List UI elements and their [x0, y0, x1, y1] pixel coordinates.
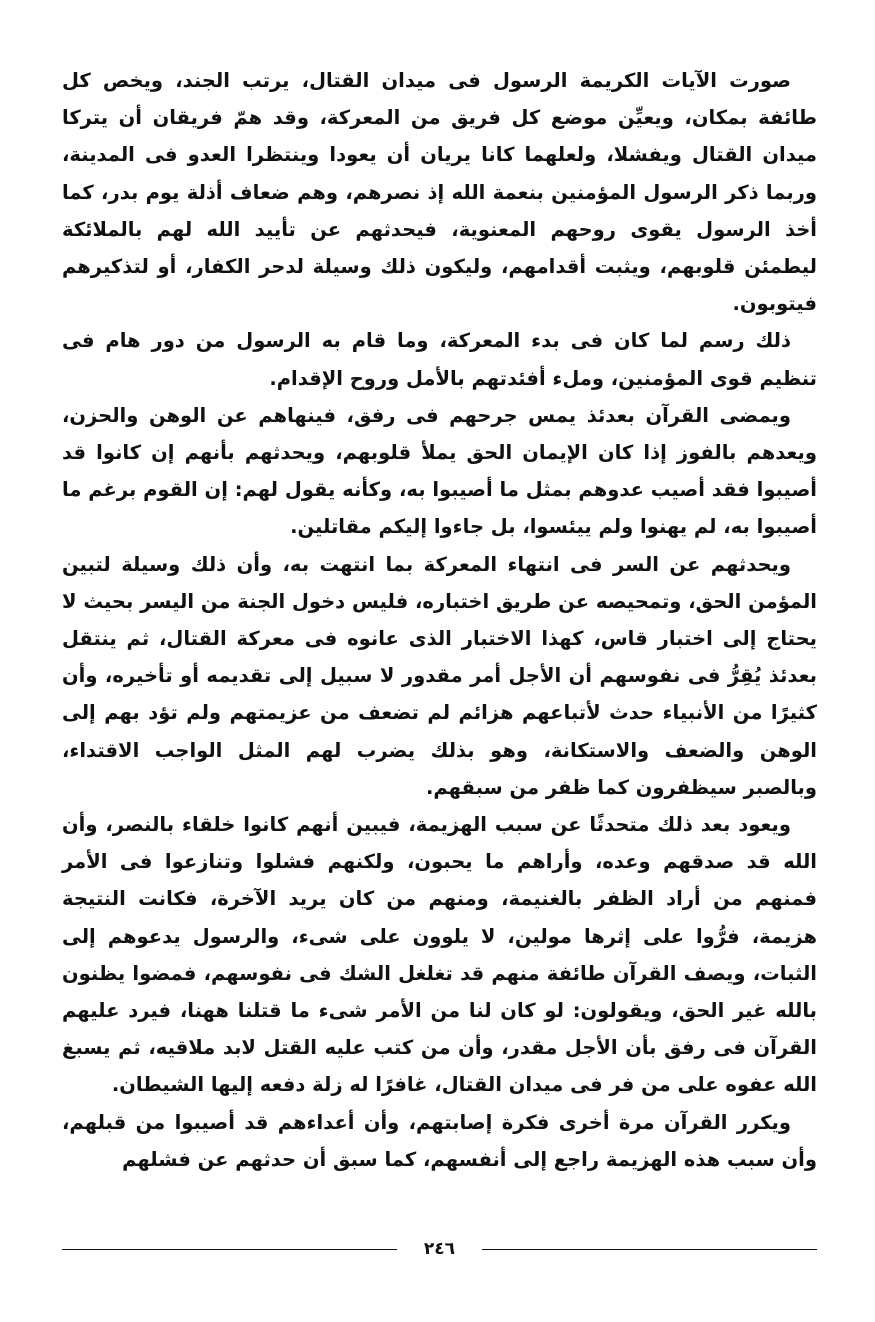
- footer-rule-left: [62, 1249, 397, 1250]
- paragraph-4: ويحدثهم عن السر فى انتهاء المعركة بما انتهت به، وأن ذلك وسيلة لتبين المؤمن الحق، وتمحيصه عن طريق اختباره، فليس دخول الجنة من اليسر بحيث لا يحتاج إلى اختبار قاس، كهذا الاختبار الذى عانوه فى معركة القتال، ثم ينتقل بعدئذ يُقِرُّ فى نفوسهم أن الأجل أمر مقدور لا سبيل إلى تقديمه أو تأخيره، وأن كثيرًا من الأنبياء حدث لأتباعهم هزائم لم تضعف من عزيمتهم ولم تؤد بهم إلى الوهن والضعف والاستكانة، وهو بذلك يضرب لهم المثل الواجب الاقتداء، وبالصبر سيظفرون كما ظفر من سبقهم.: [62, 552, 817, 799]
- page-number: ٢٤٦: [423, 1239, 456, 1259]
- paragraph-2: ذلك رسم لما كان فى بدء المعركة، وما قام به الرسول من دور هام فى تنظيم قوى المؤمنين، وملء أفئدتهم بالأمل وروح الإقدام.: [62, 329, 817, 390]
- footer-rule-right: [482, 1249, 817, 1250]
- paragraph-1: صورت الآيات الكريمة الرسول فى ميدان القتال، يرتب الجند، ويخص كل طائفة بمكان، ويعيِّن موضع كل فريق من المعركة، وقد همّ فريقان أن يتركا ميدان القتال ويفشلا، ولعلهما كانا يريان أن يعودا وينتظرا العدو فى المدينة، وربما ذكر الرسول المؤمنين بنعمة الله إذ نصرهم، وهم ضعاف أذلة يوم بدر، كما أخذ الرسول يقوى روحهم المعنوية، فيحدثهم عن تأييد الله لهم بالملائكة ليطمئن قلوبهم، ويثبت أقدامهم، وليكون ذلك وسيلة لدحر الكفار، أو لتذكيرهم فيتوبون.: [62, 69, 817, 316]
- paragraph-6: ويكرر القرآن مرة أخرى فكرة إصابتهم، وأن أعداءهم قد أصيبوا من قبلهم، وأن سبب هذه الهزيمة راجع إلى أنفسهم، كما سبق أن حدثهم عن فشلهم: [62, 1110, 817, 1171]
- body-text: [62, 62, 817, 1178]
- paragraph-3: ويمضى القرآن بعدئذ يمس جرحهم فى رفق، فينهاهم عن الوهن والحزن، ويعدهم بالفوز إذا كان الإيمان الحق يملأ قلوبهم، ويحدثهم بأنهم إن كانوا قد أصيبوا فقد أصيب عدوهم بمثل ما أصيبوا به، وكأنه يقول لهم: إن القوم برغم ما أصيبوا به، لم يهنوا ولم ييئسوا، بل جاءوا إليكم مقاتلين.: [62, 403, 817, 539]
- page-footer: [62, 1236, 817, 1266]
- paragraph-5: ويعود بعد ذلك متحدثًا عن سبب الهزيمة، فيبين أنهم كانوا خلقاء بالنصر، وأن الله قد صدقهم وعده، وأراهم ما يحبون، ولكنهم فشلوا وتنازعوا فى الأمر فمنهم من أراد الظفر بالغنيمة، ومنهم من كان يريد الآخرة، فكانت النتيجة هزيمة، فرُّوا على إثرها مولين، لا يلوون على شىء، والرسول يدعوهم إلى الثبات، ويصف القرآن طائفة منهم قد تغلغل الشك فى نفوسهم، فمضوا يظنون بالله غير الحق، ويقولون: لو كان لنا من الأمر شىء ما قتلنا ههنا، فيرد عليهم القرآن فى رفق بأن الأجل مقدر، وأن من كتب عليه القتل لابد ملاقيه، ثم يسبغ الله عفوه على من فر فى ميدان القتال، غافرًا له زلة دفعه إليها الشيطان.: [62, 813, 817, 1097]
